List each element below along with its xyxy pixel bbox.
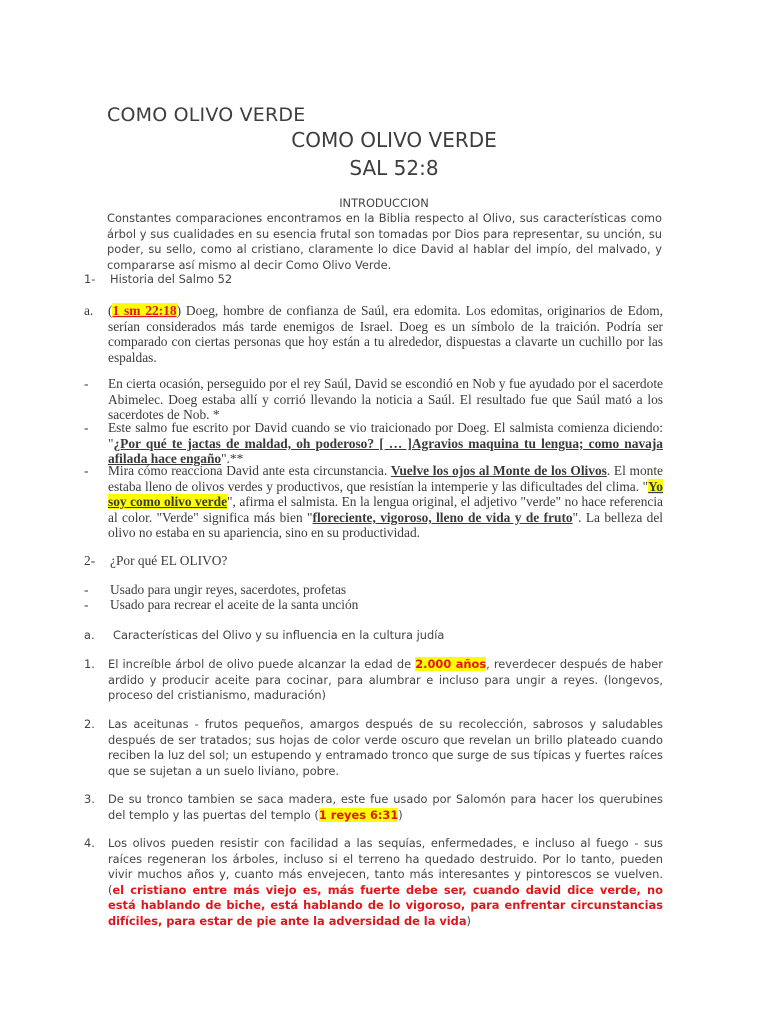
item-a2-marker: a.: [84, 628, 95, 642]
section2-title: ¿Por qué EL OLIVO?: [110, 553, 228, 568]
item-a1-open: (: [108, 303, 113, 318]
intro-paragraph: Constantes comparaciones encontramos en la Biblia respecto al Olivo, sus características como árbol y sus cualidades en su esencia frutal son tomadas por Dios para representar, su unción, su poder, su sello, como al cristiano, claramente lo dice David al hablar del impío, del malvado, y compararse así mismo al decir Como Olivo Verde.: [107, 211, 662, 272]
doc-title-center: COMO OLIVO VERDE: [291, 128, 497, 152]
item-a1-text: ) Doeg, hombre de confianza de Saúl, era edomita. Los edomitas, originarios de Edom, serían considerados más tarde enemigos de Israel. Doeg es un símbolo de la traición. Podría ser comparado con ciertas personas que hoy están a tu alrededor, dispuestas a clavarte un cuchillo por las espaldas.: [108, 303, 663, 365]
numbered-marker-3: 3.: [84, 792, 95, 806]
bullet-marker: -: [84, 582, 89, 597]
n3-pre: De su tronco tambien se saca madera, este fue usado por Salomón para hacer los querubines del templo y las puertas del templo (: [108, 792, 663, 822]
b3-highlight: Yo soy como olivo verde: [108, 478, 663, 510]
bullet-paragraph-1: En cierta ocasión, perseguido por el rey Saúl, David se escondió en Nob y fue ayudado por el sacerdote Abimelec. Doeg estaba allí y corrió llevando la noticia a Saúl. El resultado fue que Saúl mató a los sacerdotes de Nob. *: [108, 376, 663, 423]
numbered-paragraph-1: [108, 657, 663, 704]
section1-marker: 1-: [84, 272, 96, 286]
item-a1-ref: 1 sm 22:18: [112, 303, 177, 318]
bullet-marker: -: [84, 376, 89, 391]
numbered-marker-4: 4.: [84, 836, 95, 850]
item-a1-marker: a.: [84, 303, 94, 318]
n1-highlight: 2.000 años: [415, 657, 487, 671]
bullet-marker: -: [84, 420, 89, 435]
item-a1-paragraph: [108, 303, 663, 365]
section2-bullet-1: Usado para ungir reyes, sacerdotes, profetas: [110, 582, 347, 597]
b2-pre: Este salmo fue escrito por David cuando se vio traicionado por Doeg. El salmista comienza diciendo: ": [108, 420, 663, 451]
n1-post: , reverdecer después de haber ardido y producir aceite para cocinar, para alumbrar e incluso para ungir a reyes. (longevos, proceso del cristianismo, maduración): [108, 657, 663, 703]
doc-subtitle: SAL 52:8: [349, 156, 439, 180]
numbered-marker-1: 1.: [84, 657, 95, 671]
n4-pre: Los olivos pueden resistir con facilidad a las sequías, enfermedades, e incluso al fuego - sus raíces regeneran los árboles, incluso si el terreno ha quedado destruido. Por lo tanto, pueden vivir muchos años y, cuanto más envejecen, tanto más interesantes y pintorescos se vuelven. (: [108, 836, 663, 897]
bullet-paragraph-2: [108, 420, 663, 467]
n3-post: ): [398, 807, 403, 822]
numbered-marker-2: 2.: [84, 717, 95, 731]
bullet-marker: -: [84, 463, 89, 478]
numbered-paragraph-4: [108, 836, 663, 930]
b3-mid1: . El monte estaba lleno de olivos verdes y productivos, que resistían la intemperie y las dificultades del clima. ": [108, 463, 664, 494]
bullet-paragraph-3: [108, 463, 663, 541]
n1-pre: El increíble árbol de olivo puede alcanzar la edad de: [108, 657, 416, 671]
item-a2-title: Características del Olivo y su influencia en la cultura judía: [113, 628, 445, 642]
n3-highlight: 1 reyes 6:31: [318, 807, 399, 822]
numbered-paragraph-3: [108, 792, 663, 823]
b3-pre: Mira cómo reacciona David ante esta circunstancia.: [108, 463, 391, 478]
b3-definition: floreciente, vigoroso, lleno de vida y de fruto: [312, 509, 573, 525]
b3-mid2: ", afirma el salmista. En la lengua original, el adjetivo "verde" no hace referencia al color. "Verde" significa más bien ": [108, 494, 664, 525]
n4-red-text: el cristiano entre más viejo es, más fuerte debe ser, cuando david dice verde, no está hablando de biche, está hablando de lo vigoroso, para enfrentar circunstancias difíciles, para estar de pie ante la adversidad de la vida: [108, 882, 663, 928]
section2-marker: 2-: [84, 553, 96, 568]
intro-heading: INTRODUCCION: [339, 196, 429, 210]
n4-post: ): [466, 913, 471, 928]
doc-title-left: COMO OLIVO VERDE: [107, 104, 306, 126]
numbered-paragraph-2: Las aceitunas - frutos pequeños, amargos después de su recolección, sabrosos y saludables después de ser tratados; sus hojas de color verde oscuro que revelan un brillo plateado cuando reciben la luz del sol; un estupendo y entramado tronco que surge de sus típicas y fuertes raíces que se sujetan a un suelo liviano, pobre.: [108, 717, 663, 778]
b2-post: ".**: [221, 451, 244, 467]
b3-olives: Vuelve los ojos al Monte de los Olivos: [390, 463, 607, 478]
b3-post: ". La belleza del olivo no estaba en su apariencia, sino en su productividad.: [108, 509, 664, 541]
section1-title: Historia del Salmo 52: [110, 272, 233, 286]
b2-quote: ¿Por qué te jactas de maldad, oh poderoso? [ … ]Agravios maquina tu lengua; como navaja afilada hace engaño: [108, 435, 663, 467]
section2-bullet-2: Usado para recrear el aceite de la santa unción: [110, 597, 359, 612]
bullet-marker: -: [84, 597, 89, 612]
